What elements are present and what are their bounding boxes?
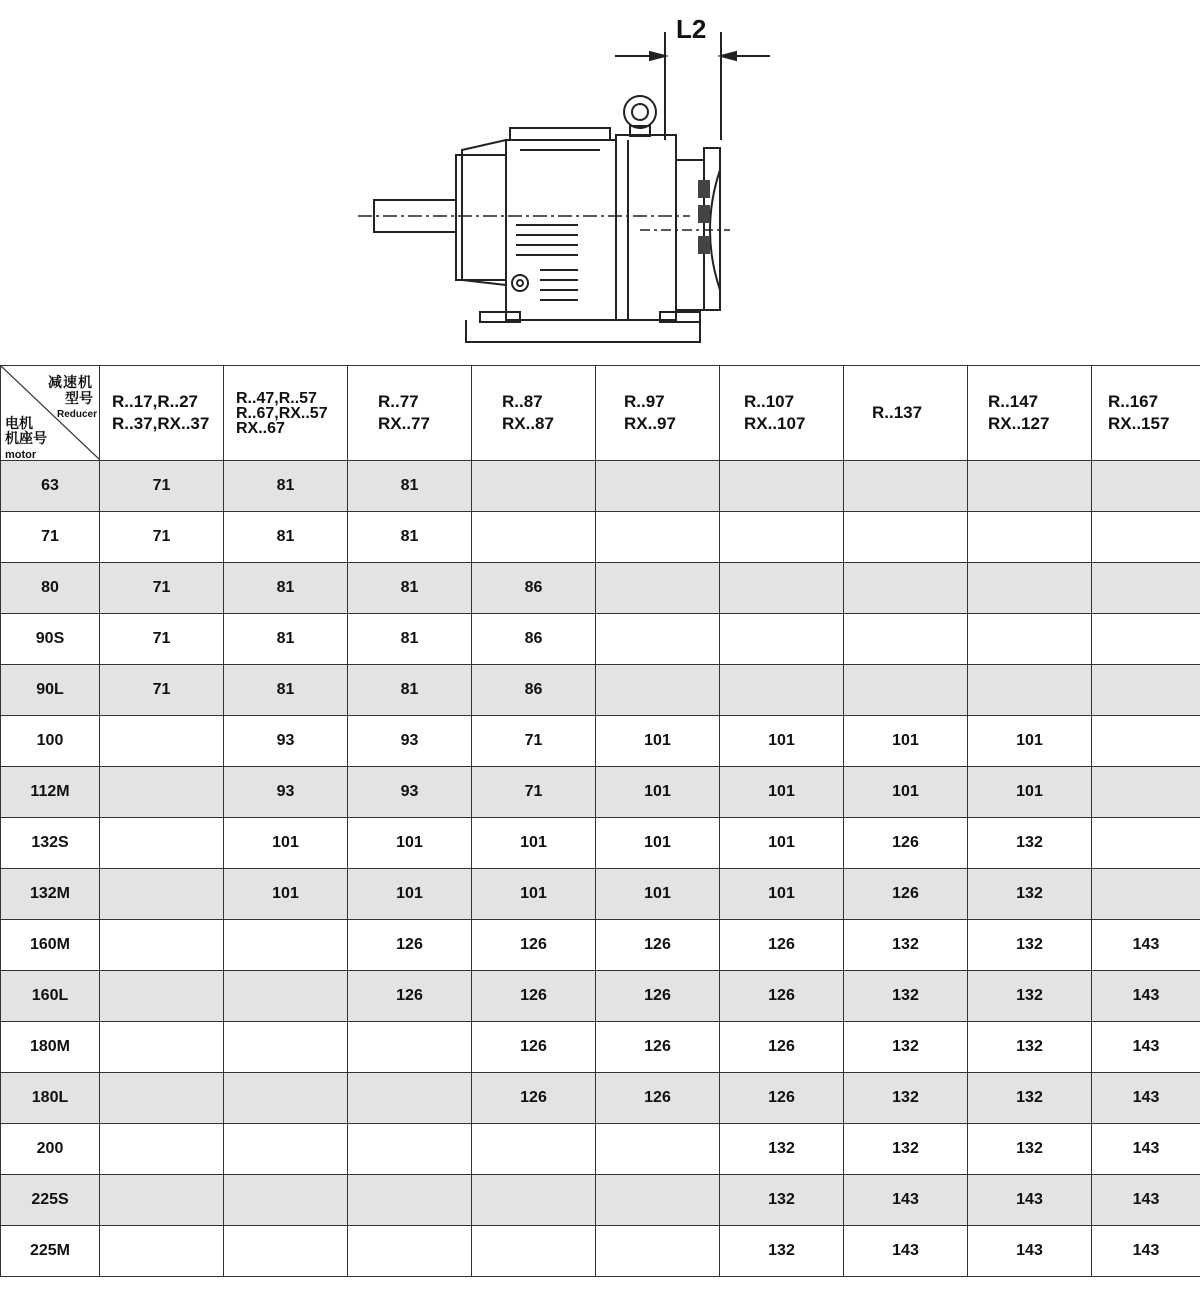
l2-value-cell	[472, 1124, 596, 1175]
l2-value-cell: 126	[596, 971, 720, 1022]
l2-value-cell: 143	[1092, 971, 1200, 1022]
l2-value-cell	[720, 665, 844, 716]
l2-value-cell	[968, 614, 1092, 665]
column-header-line2: RX..107	[744, 414, 806, 433]
l2-value-cell	[100, 767, 224, 818]
l2-value-cell: 71	[100, 614, 224, 665]
column-header-line1: R..147	[988, 392, 1039, 411]
l2-value-cell	[224, 1226, 348, 1277]
l2-value-cell: 93	[224, 767, 348, 818]
l2-value-cell: 101	[224, 818, 348, 869]
l2-value-cell: 101	[720, 869, 844, 920]
column-header-line1: R..107	[744, 392, 795, 411]
l2-value-cell: 132	[968, 818, 1092, 869]
table-row	[1, 563, 1200, 614]
corner-header-cell	[1, 366, 100, 461]
l2-value-cell: 132	[844, 1073, 968, 1124]
l2-value-cell: 81	[224, 563, 348, 614]
l2-value-cell	[720, 461, 844, 512]
column-header-line2: RX..97	[624, 414, 676, 433]
l2-value-cell	[472, 512, 596, 563]
l2-value-cell	[224, 971, 348, 1022]
l2-value-cell: 81	[224, 461, 348, 512]
table-row	[1, 1073, 1200, 1124]
l2-value-cell	[100, 818, 224, 869]
table-row	[1, 1022, 1200, 1073]
l2-value-cell	[224, 1124, 348, 1175]
l2-value-cell: 101	[596, 869, 720, 920]
l2-value-cell: 71	[472, 767, 596, 818]
l2-value-cell: 132	[720, 1226, 844, 1277]
l2-value-cell: 143	[844, 1175, 968, 1226]
l2-value-cell	[100, 1175, 224, 1226]
column-header	[720, 366, 844, 461]
reducer-label-en: Reducer	[56, 409, 97, 420]
l2-value-cell: 132	[844, 1124, 968, 1175]
table-row	[1, 818, 1200, 869]
column-header	[348, 366, 472, 461]
motor-reducer-table	[0, 365, 1200, 1277]
l2-value-cell	[1092, 614, 1200, 665]
column-header-line2: R..67,RX..57	[236, 404, 328, 422]
column-header-line1: R..77	[378, 392, 419, 411]
l2-value-cell	[596, 665, 720, 716]
reducer-label-cn-1: 减速机	[48, 374, 93, 390]
l2-value-cell: 71	[100, 461, 224, 512]
table-row	[1, 665, 1200, 716]
motor-frame-cell: 63	[1, 461, 100, 512]
l2-value-cell	[348, 1226, 472, 1277]
l2-value-cell: 126	[720, 971, 844, 1022]
table-row	[1, 1175, 1200, 1226]
motor-frame-cell: 225M	[1, 1226, 100, 1277]
column-header-line2: RX..127	[988, 414, 1050, 433]
l2-value-cell: 126	[844, 818, 968, 869]
motor-frame-cell: 80	[1, 563, 100, 614]
l2-value-cell: 101	[348, 818, 472, 869]
l2-value-cell	[100, 1073, 224, 1124]
l2-value-cell: 86	[472, 665, 596, 716]
motor-frame-cell: 71	[1, 512, 100, 563]
l2-value-cell	[720, 563, 844, 614]
motor-frame-cell: 160L	[1, 971, 100, 1022]
column-header	[472, 366, 596, 461]
table-row	[1, 767, 1200, 818]
l2-value-cell: 126	[720, 1073, 844, 1124]
motor-frame-cell: 132S	[1, 818, 100, 869]
l2-value-cell: 101	[968, 716, 1092, 767]
l2-value-cell: 93	[224, 716, 348, 767]
l2-value-cell	[968, 563, 1092, 614]
l2-value-cell	[596, 1226, 720, 1277]
l2-value-cell	[1092, 665, 1200, 716]
l2-value-cell	[1092, 767, 1200, 818]
l2-value-cell: 93	[348, 767, 472, 818]
column-header-line2: RX..87	[502, 414, 554, 433]
l2-value-cell	[844, 512, 968, 563]
l2-value-cell: 143	[968, 1175, 1092, 1226]
l2-value-cell	[596, 563, 720, 614]
column-header-line2: RX..157	[1108, 414, 1170, 433]
l2-value-cell	[968, 461, 1092, 512]
l2-value-cell: 143	[1092, 1124, 1200, 1175]
l2-value-cell: 101	[596, 716, 720, 767]
column-header-line1: R..87	[502, 392, 543, 411]
l2-value-cell	[472, 1226, 596, 1277]
l2-value-cell: 86	[472, 614, 596, 665]
l2-value-cell	[720, 512, 844, 563]
l2-value-cell	[472, 461, 596, 512]
l2-value-cell: 101	[720, 818, 844, 869]
column-header-line3: RX..67	[236, 419, 285, 437]
l2-value-cell: 132	[968, 869, 1092, 920]
l2-value-cell	[224, 1175, 348, 1226]
l2-value-cell	[348, 1175, 472, 1226]
motor-frame-cell: 225S	[1, 1175, 100, 1226]
column-header-line2: RX..77	[378, 414, 430, 433]
l2-value-cell: 126	[720, 920, 844, 971]
column-header	[1092, 366, 1200, 461]
dimension-table-container	[0, 365, 1200, 1277]
l2-value-cell	[844, 461, 968, 512]
l2-value-cell: 101	[844, 716, 968, 767]
l2-value-cell	[100, 1226, 224, 1277]
motor-frame-cell: 180M	[1, 1022, 100, 1073]
l2-value-cell: 101	[472, 869, 596, 920]
l2-value-cell: 71	[100, 665, 224, 716]
l2-value-cell	[596, 461, 720, 512]
l2-value-cell	[1092, 869, 1200, 920]
l2-value-cell: 81	[224, 512, 348, 563]
l2-value-cell: 143	[968, 1226, 1092, 1277]
l2-value-cell: 126	[348, 920, 472, 971]
column-header-line1: R..137	[872, 403, 923, 422]
l2-value-cell: 126	[596, 1073, 720, 1124]
l2-value-cell	[472, 1175, 596, 1226]
reducer-label-cn-2: 型号	[65, 390, 93, 406]
column-header	[596, 366, 720, 461]
l2-value-cell	[224, 1073, 348, 1124]
l2-value-cell	[844, 614, 968, 665]
motor-label-en: motor	[5, 449, 37, 461]
l2-value-cell: 81	[348, 665, 472, 716]
column-header	[968, 366, 1092, 461]
l2-value-cell	[348, 1022, 472, 1073]
l2-value-cell	[1092, 716, 1200, 767]
motor-frame-cell: 180L	[1, 1073, 100, 1124]
l2-value-cell: 126	[596, 1022, 720, 1073]
table-row	[1, 716, 1200, 767]
l2-value-cell: 143	[1092, 1073, 1200, 1124]
l2-value-cell	[348, 1073, 472, 1124]
l2-value-cell: 71	[100, 512, 224, 563]
column-header-line1: R..167	[1108, 392, 1159, 411]
l2-value-cell: 86	[472, 563, 596, 614]
l2-value-cell: 81	[348, 563, 472, 614]
column-header	[100, 366, 224, 461]
l2-value-cell: 126	[348, 971, 472, 1022]
l2-value-cell: 132	[968, 920, 1092, 971]
l2-value-cell: 132	[720, 1124, 844, 1175]
l2-value-cell: 126	[720, 1022, 844, 1073]
l2-value-cell: 81	[348, 512, 472, 563]
l2-value-cell	[348, 1124, 472, 1175]
l2-value-cell: 126	[472, 971, 596, 1022]
l2-value-cell: 101	[596, 767, 720, 818]
l2-value-cell	[596, 1124, 720, 1175]
l2-value-cell: 101	[844, 767, 968, 818]
l2-value-cell	[100, 869, 224, 920]
table-row	[1, 920, 1200, 971]
table-row	[1, 1124, 1200, 1175]
table-row	[1, 461, 1200, 512]
motor-frame-cell: 100	[1, 716, 100, 767]
motor-frame-cell: 90S	[1, 614, 100, 665]
column-header-line1: R..97	[624, 392, 665, 411]
l2-value-cell	[100, 1022, 224, 1073]
column-header	[844, 366, 968, 461]
l2-value-cell	[1092, 563, 1200, 614]
l2-value-cell: 132	[844, 971, 968, 1022]
l2-value-cell: 132	[720, 1175, 844, 1226]
motor-frame-cell: 132M	[1, 869, 100, 920]
l2-value-cell: 101	[596, 818, 720, 869]
l2-value-cell: 132	[844, 1022, 968, 1073]
l2-value-cell	[968, 512, 1092, 563]
l2-value-cell: 143	[1092, 1175, 1200, 1226]
table-row	[1, 614, 1200, 665]
l2-value-cell: 132	[968, 971, 1092, 1022]
l2-value-cell	[100, 971, 224, 1022]
dimension-label-l2: L2	[676, 14, 707, 44]
l2-value-cell	[224, 920, 348, 971]
l2-value-cell: 81	[224, 614, 348, 665]
motor-label-cn-1: 电机	[5, 415, 33, 431]
motor-frame-cell: 160M	[1, 920, 100, 971]
l2-value-cell: 132	[968, 1073, 1092, 1124]
l2-value-cell: 132	[844, 920, 968, 971]
table-body	[1, 461, 1200, 1277]
l2-value-cell: 71	[472, 716, 596, 767]
header-row	[1, 366, 1200, 461]
l2-value-cell: 126	[472, 920, 596, 971]
column-header-line1: R..47,R..57	[236, 389, 317, 407]
l2-value-cell	[100, 1124, 224, 1175]
l2-value-cell: 126	[472, 1073, 596, 1124]
l2-value-cell: 143	[1092, 920, 1200, 971]
l2-value-cell	[844, 665, 968, 716]
table-row	[1, 1226, 1200, 1277]
l2-value-cell: 143	[1092, 1022, 1200, 1073]
table-row	[1, 971, 1200, 1022]
motor-frame-cell: 200	[1, 1124, 100, 1175]
l2-value-cell: 132	[968, 1022, 1092, 1073]
l2-value-cell	[224, 1022, 348, 1073]
l2-value-cell: 101	[224, 869, 348, 920]
reducer-side-view-icon	[0, 0, 1200, 365]
l2-value-cell	[844, 563, 968, 614]
l2-value-cell: 143	[1092, 1226, 1200, 1277]
l2-value-cell: 101	[968, 767, 1092, 818]
l2-value-cell	[1092, 461, 1200, 512]
column-header-line1: R..17,R..27	[112, 392, 198, 411]
l2-value-cell	[1092, 818, 1200, 869]
l2-value-cell: 81	[224, 665, 348, 716]
l2-value-cell: 126	[844, 869, 968, 920]
motor-frame-cell: 112M	[1, 767, 100, 818]
l2-value-cell: 81	[348, 461, 472, 512]
l2-value-cell: 93	[348, 716, 472, 767]
l2-value-cell: 101	[720, 767, 844, 818]
l2-value-cell: 101	[348, 869, 472, 920]
l2-value-cell	[596, 614, 720, 665]
gear-reducer-drawing	[0, 0, 1200, 365]
l2-value-cell	[596, 512, 720, 563]
l2-value-cell: 81	[348, 614, 472, 665]
l2-value-cell	[1092, 512, 1200, 563]
table-row	[1, 869, 1200, 920]
l2-value-cell: 132	[968, 1124, 1092, 1175]
l2-value-cell	[100, 920, 224, 971]
column-header	[224, 366, 348, 461]
l2-value-cell: 126	[472, 1022, 596, 1073]
table-row	[1, 512, 1200, 563]
l2-value-cell	[100, 716, 224, 767]
motor-frame-cell: 90L	[1, 665, 100, 716]
l2-value-cell: 71	[100, 563, 224, 614]
l2-value-cell: 101	[720, 716, 844, 767]
l2-value-cell	[968, 665, 1092, 716]
l2-value-cell	[720, 614, 844, 665]
l2-value-cell: 126	[596, 920, 720, 971]
motor-label-cn-2: 机座号	[5, 430, 47, 446]
column-header-line2: R..37,RX..37	[112, 414, 210, 433]
l2-value-cell: 101	[472, 818, 596, 869]
l2-value-cell: 143	[844, 1226, 968, 1277]
l2-value-cell	[596, 1175, 720, 1226]
